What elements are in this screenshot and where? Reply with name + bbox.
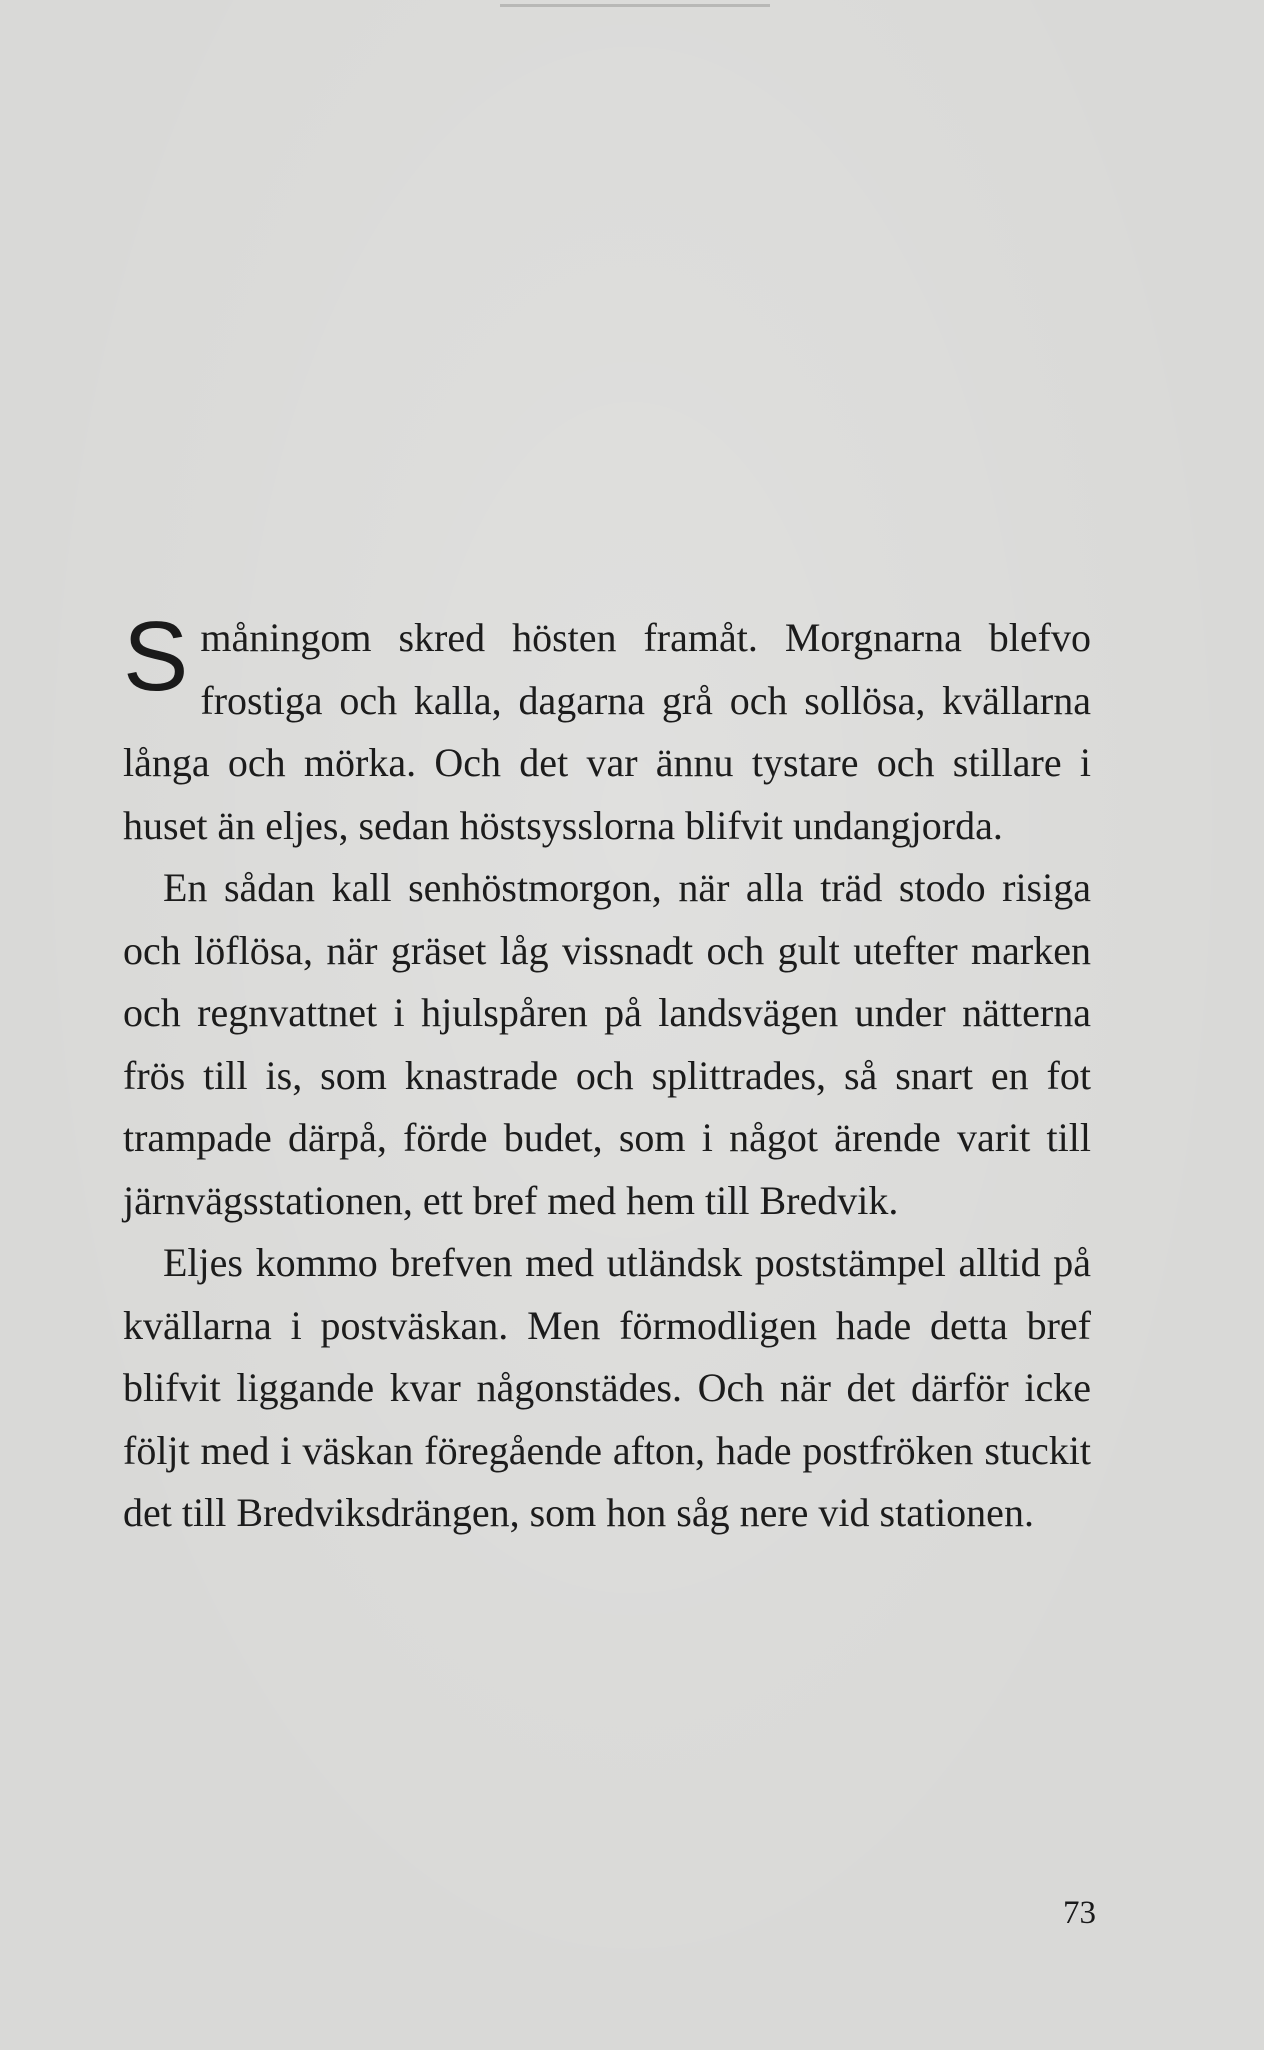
paragraph-1 xyxy=(123,601,1091,857)
page-number: 73 xyxy=(1063,1895,1096,1931)
paragraph-3: Eljes kommo brefven med utländsk poststämpel alltid på kvällarna i postväskan. Men förmodligen hade detta bref blifvit liggande kvar någonstädes. Och när det därför icke följt med i väskan föregående afton, hade postfröken stuckit det till Bredviksdrängen, som hon såg nere vid stationen. xyxy=(123,1240,1091,1535)
top-edge-mark xyxy=(500,4,770,7)
body-text xyxy=(123,601,1091,1545)
paragraph-2: En sådan kall senhöstmorgon, när alla träd stodo risiga och löflösa, när gräset låg vissnadt och gult utefter marken och regnvattnet i hjulspåren på landsvägen under nätterna frös till is, som knastrade och splittrades, så snart en fot trampade därpå, förde budet, som i något ärende varit till järnvägsstationen, ett bref med hem till Bredvik. xyxy=(123,865,1091,1223)
drop-cap: S xyxy=(123,601,189,711)
paragraph-1-text: måningom skred hösten framåt. Morgnarna blefvo frostiga och kalla, dagarna grå och sollösa, kvällarna långa och mörka. Och det var ännu tystare och stillare i huset än eljes, sedan höstsysslorna blifvit undangjorda. xyxy=(123,615,1091,848)
